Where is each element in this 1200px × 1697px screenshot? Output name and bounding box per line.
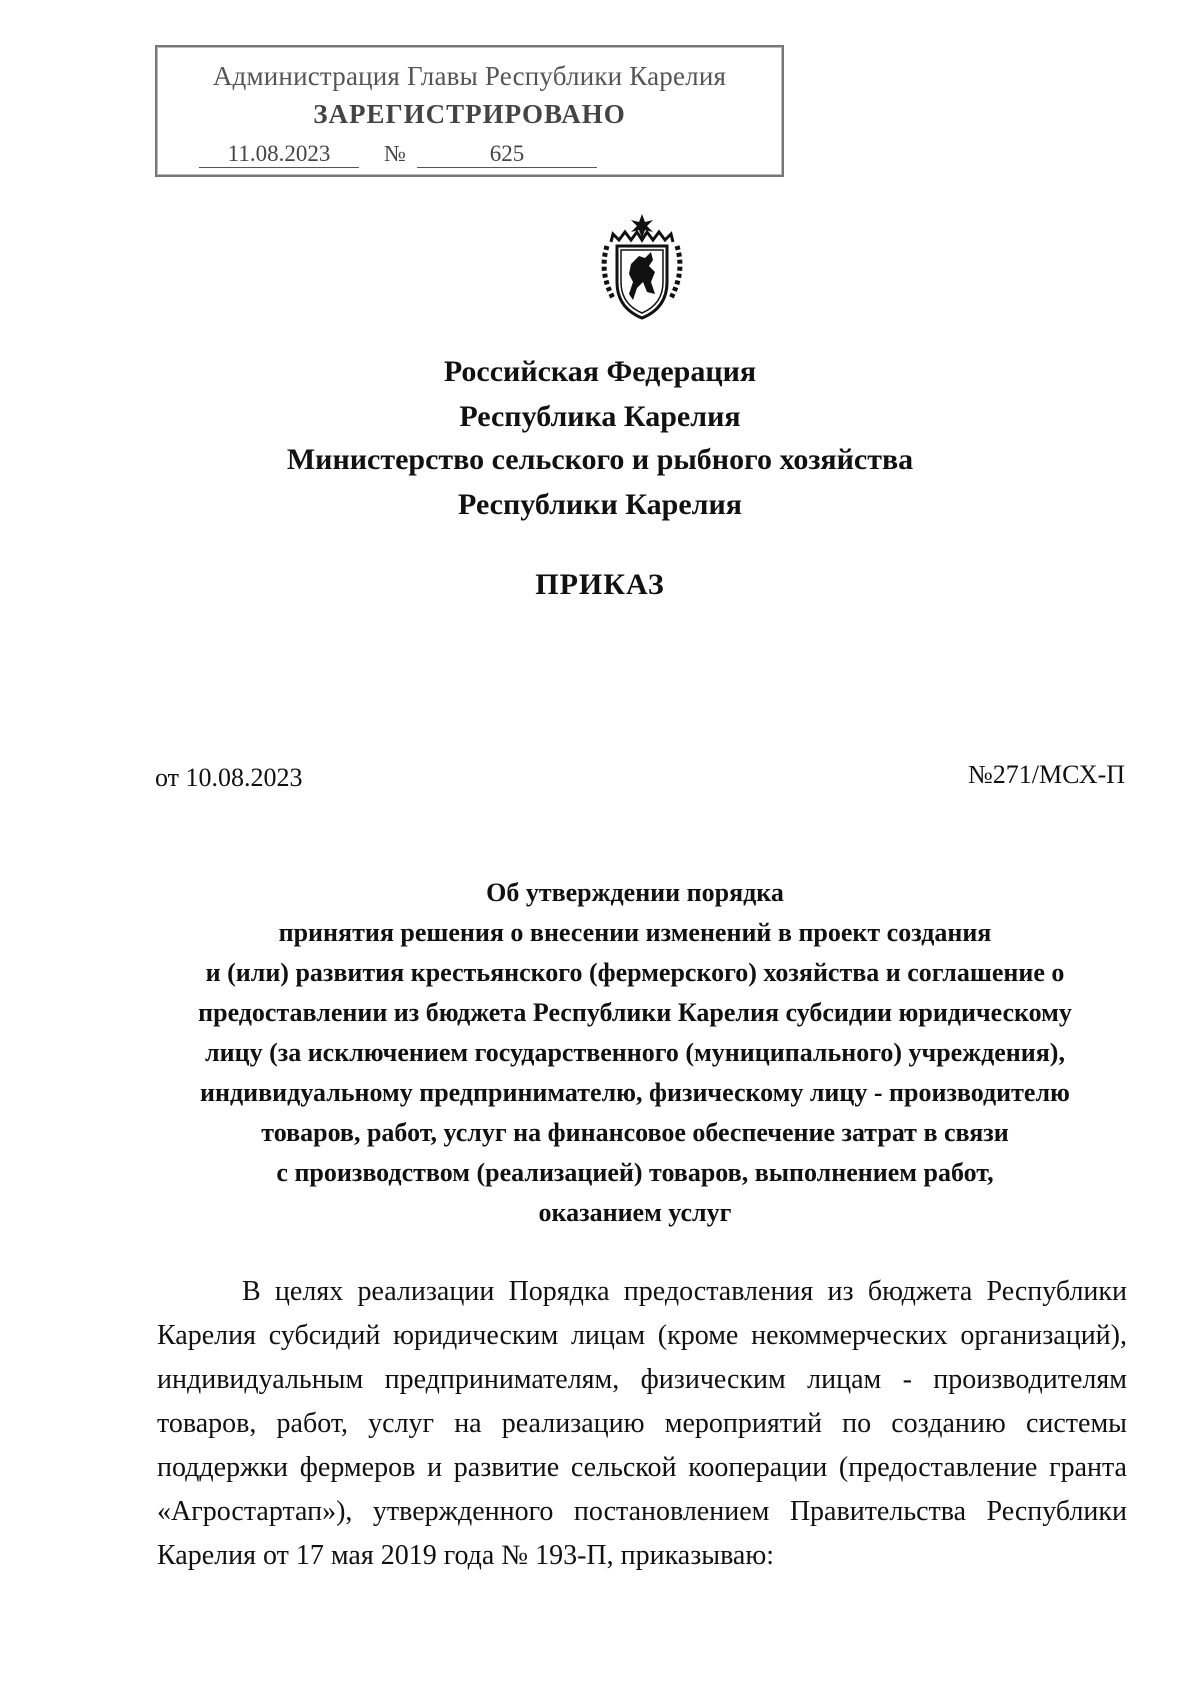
order-number: №271/МСХ-П xyxy=(967,760,1125,789)
order-date: от 10.08.2023 xyxy=(155,763,303,792)
order-body-paragraph xyxy=(157,1270,1127,1578)
body-line: товаров, работ, услуг на реализацию мероприятий по созданию системы xyxy=(157,1408,1127,1439)
body-line: В целях реализации Порядка предоставления из бюджета Республики xyxy=(242,1276,1127,1307)
subject-line: с производством (реализацией) товаров, выполнением работ, xyxy=(276,1158,994,1187)
header-ministry-republic: Республики Карелия xyxy=(458,488,742,521)
registration-stamp xyxy=(155,45,784,177)
subject-line: и (или) развития крестьянского (фермерского) хозяйства и соглашение о xyxy=(205,958,1065,987)
subject-line: лицу (за исключением государственного (муниципального) учреждения), xyxy=(205,1038,1065,1067)
subject-line: предоставлении из бюджета Республики Карелия субсидии юридическому xyxy=(198,998,1072,1027)
header-republic: Республика Карелия xyxy=(459,400,741,433)
stamp-registration-row xyxy=(199,141,759,171)
subject-line: принятия решения о внесении изменений в проект создания xyxy=(278,918,992,947)
stamp-number: 625 xyxy=(417,141,597,168)
body-line: Карелия от 17 мая 2019 года № 193-П, приказываю: xyxy=(157,1540,775,1571)
stamp-date: 11.08.2023 xyxy=(199,141,359,168)
subject-line: товаров, работ, услуг на финансовое обеспечение затрат в связи xyxy=(261,1118,1009,1147)
body-line: индивидуальным предпринимателям, физическим лицам - производителям xyxy=(157,1364,1127,1395)
order-subject xyxy=(150,873,1120,1233)
body-line: «Агростартап»), утвержденного постановлением Правительства Республики xyxy=(157,1496,1127,1527)
stamp-organization: Администрация Главы Республики Карелия xyxy=(212,61,727,91)
stamp-number-sign: № xyxy=(384,141,406,166)
document-type-title: ПРИКАЗ xyxy=(535,568,665,601)
subject-line: индивидуальному предпринимателю, физическому лицу - производителю xyxy=(200,1078,1070,1107)
stamp-registered-label: ЗАРЕГИСТРИРОВАНО xyxy=(313,99,626,129)
karelia-coat-of-arms-icon xyxy=(593,212,691,324)
body-line: поддержки фермеров и развитие сельской кооперации (предоставление гранта xyxy=(157,1452,1127,1483)
header-country: Российская Федерация xyxy=(443,355,757,388)
subject-line: оказанием услуг xyxy=(538,1198,732,1227)
subject-line: Об утверждении порядка xyxy=(486,878,784,907)
body-line: Карелия субсидий юридическим лицам (кроме некоммерческих организаций), xyxy=(157,1320,1127,1351)
header-ministry: Министерство сельского и рыбного хозяйства xyxy=(286,443,914,476)
